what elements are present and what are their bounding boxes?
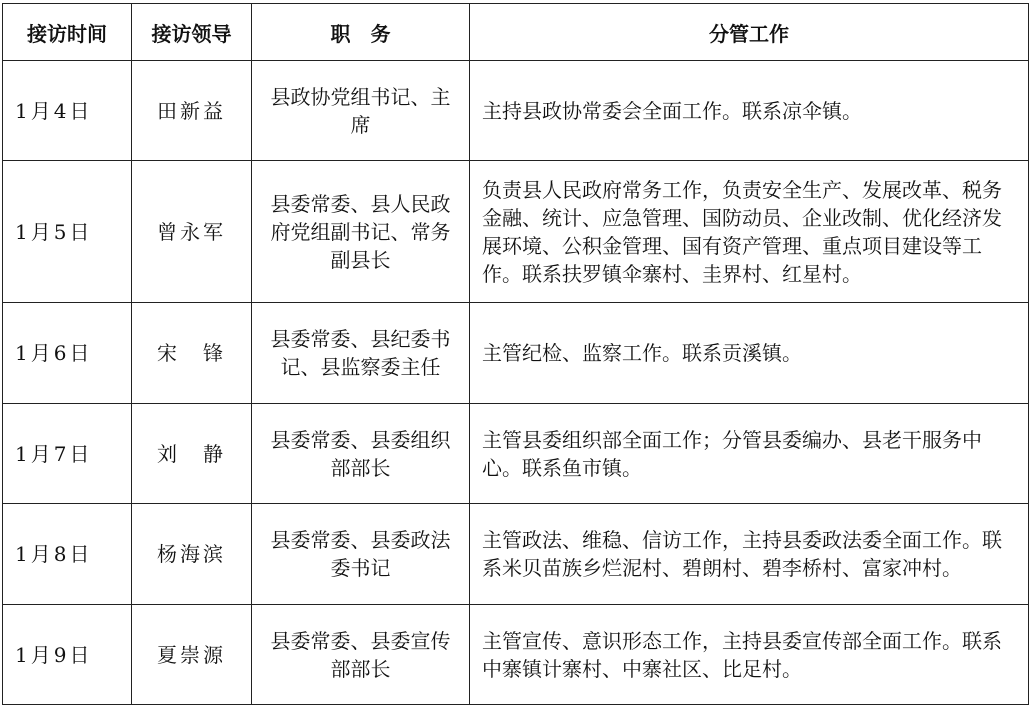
leader-cell: 宋 锋 [132,303,252,404]
reception-schedule-table [2,3,1029,705]
duties-cell: 负责县人民政府常务工作，负责安全生产、发展改革、税务金融、统计、应急管理、国防动员、企业改制、优化经济发展环境、公积金管理、国有资产管理、重点项目建设等工作。联系扶罗镇伞寨村、圭界村、红星村。 [470,161,1029,303]
title-cell: 县委常委、县委组织部部长 [252,404,470,504]
title-cell: 县委常委、县委宣传部部长 [252,605,470,705]
leader-cell: 杨海滨 [132,504,252,605]
table-row [3,504,1029,605]
leader-cell: 田新益 [132,61,252,161]
title-cell: 县委常委、县人民政府党组副书记、常务副县长 [252,161,470,303]
date-cell: 1月8日 [3,504,132,605]
title-cell: 县委常委、县纪委书记、县监察委主任 [252,303,470,404]
table-row [3,605,1029,705]
duties-cell: 主管纪检、监察工作。联系贡溪镇。 [470,303,1029,404]
title-cell: 县政协党组书记、主席 [252,61,470,161]
header-title: 职 务 [252,4,470,61]
date-cell: 1月4日 [3,61,132,161]
duties-cell: 主管县委组织部全面工作；分管县委编办、县老干服务中心。联系鱼市镇。 [470,404,1029,504]
leader-cell: 刘 静 [132,404,252,504]
table-row [3,303,1029,404]
date-cell: 1月9日 [3,605,132,705]
leader-cell: 曾永军 [132,161,252,303]
header-leader: 接访领导 [132,4,252,61]
header-duties: 分管工作 [470,4,1029,61]
duties-cell: 主持县政协常委会全面工作。联系凉伞镇。 [470,61,1029,161]
date-cell: 1月5日 [3,161,132,303]
header-date: 接访时间 [3,4,132,61]
title-cell: 县委常委、县委政法委书记 [252,504,470,605]
leader-cell: 夏崇源 [132,605,252,705]
date-cell: 1月7日 [3,404,132,504]
table-row [3,161,1029,303]
date-cell: 1月6日 [3,303,132,404]
duties-cell: 主管政法、维稳、信访工作，主持县委政法委全面工作。联系米贝苗族乡烂泥村、碧朗村、碧李桥村、富家冲村。 [470,504,1029,605]
duties-cell: 主管宣传、意识形态工作，主持县委宣传部全面工作。联系中寨镇计寨村、中寨社区、比足村。 [470,605,1029,705]
table-row [3,404,1029,504]
table-row [3,61,1029,161]
header-row [3,4,1029,61]
